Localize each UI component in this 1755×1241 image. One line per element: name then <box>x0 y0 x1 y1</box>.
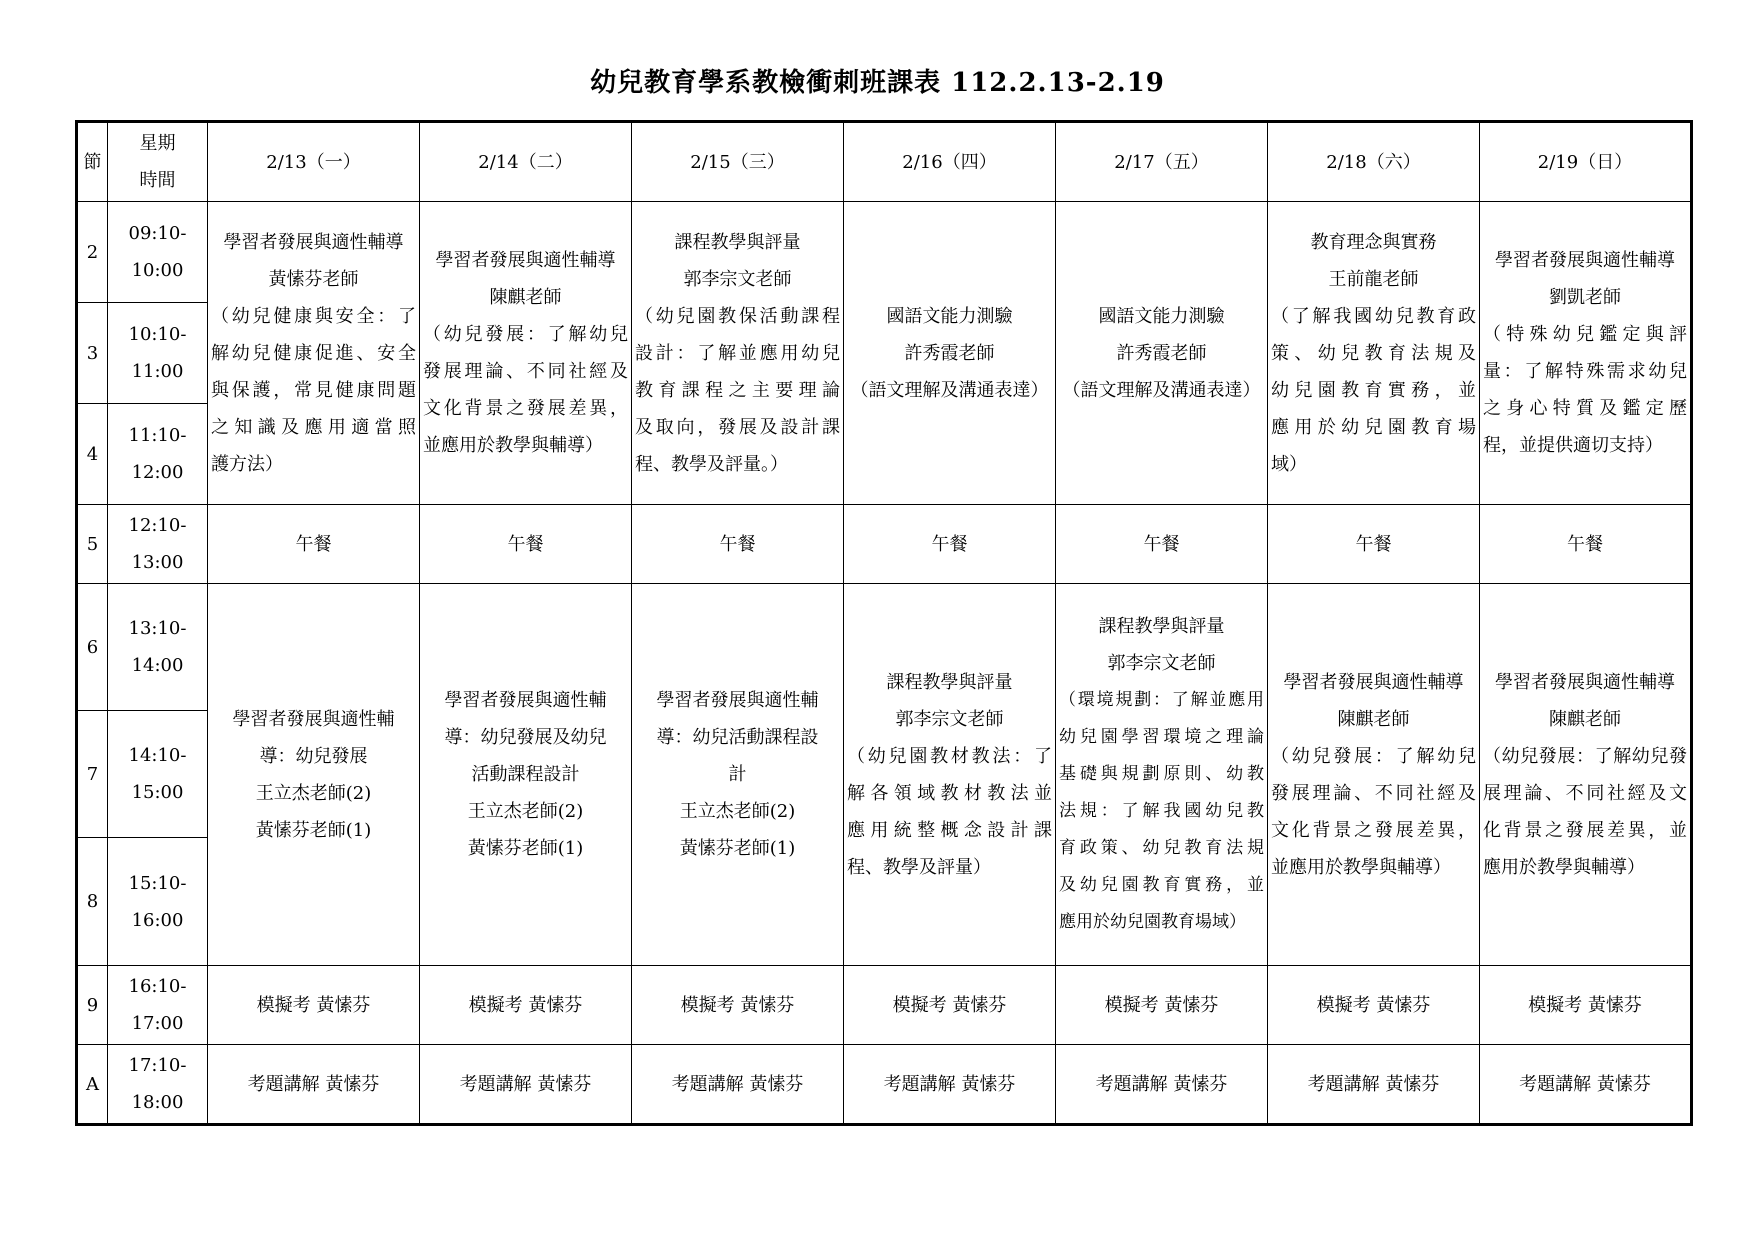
header-day: 2/14（二） <box>420 122 632 202</box>
course-description: 發展理論、不同社經及 <box>1271 782 1476 804</box>
header-weekday-time <box>108 122 208 202</box>
header-weekday-label: 星期 <box>139 133 176 154</box>
period-start: 16:10- <box>128 976 187 997</box>
course-description: 程、教學及評量） <box>847 856 991 878</box>
course-description: 幼兒園教育實務，並 <box>1271 379 1476 401</box>
review-cell: 考題講解 黃愫芬 <box>420 1045 632 1125</box>
header-day: 2/18（六） <box>1268 122 1480 202</box>
course-line: 王立杰老師(2) <box>679 801 796 822</box>
course-description: 與保護，常見健康問題 <box>211 379 416 401</box>
period-end: 15:00 <box>131 782 184 803</box>
course-description: 及取向，發展及設計課 <box>635 416 840 438</box>
course-line: 學習者發展與適性輔 <box>656 690 819 711</box>
period-time <box>108 303 208 404</box>
header-day: 2/16（四） <box>844 122 1056 202</box>
course-name: 國語文能力測驗 <box>886 305 1013 327</box>
period-start: 13:10- <box>128 618 187 639</box>
period-start: 14:10- <box>128 745 187 766</box>
course-description: 域） <box>1271 453 1307 475</box>
course-cell <box>208 202 420 505</box>
course-description: 並應用於教學與輔導） <box>423 435 603 456</box>
mock-exam-cell: 模擬考 黃愫芬 <box>844 966 1056 1045</box>
course-description: （環境規劃：了解並應用 <box>1059 690 1264 710</box>
course-line: 黃愫芬老師(1) <box>255 819 372 841</box>
period-end: 14:00 <box>131 655 184 676</box>
course-cell <box>1480 202 1692 505</box>
course-description: 量：了解特殊需求幼兒 <box>1483 361 1687 382</box>
course-description: （幼兒發展：了解幼兒 <box>1271 745 1476 767</box>
course-line: 王立杰老師(2) <box>255 782 372 804</box>
period-start: 12:10- <box>128 515 187 536</box>
course-description: 應用統整概念設計課 <box>847 819 1052 841</box>
period-time <box>108 584 208 711</box>
period-node: 7 <box>77 711 108 838</box>
course-description: 教育課程之主要理論 <box>635 379 840 401</box>
course-cell <box>844 202 1056 505</box>
course-description: 之知識及應用適當照 <box>211 416 416 438</box>
period-end: 16:00 <box>131 909 184 931</box>
period-end: 11:00 <box>131 361 184 382</box>
period-time <box>108 838 208 966</box>
period-end: 13:00 <box>131 552 184 573</box>
course-description: 護方法） <box>211 453 283 475</box>
page-title: 幼兒教育學系教檢衝刺班課表 112.2.13-2.19 <box>590 68 1165 98</box>
period-time <box>108 404 208 505</box>
review-cell: 考題講解 黃愫芬 <box>1480 1045 1692 1125</box>
course-cell <box>420 584 632 966</box>
course-description: 之身心特質及鑑定歷 <box>1483 398 1687 419</box>
lunch-cell: 午餐 <box>208 505 420 584</box>
course-name: 學習者發展與適性輔導 <box>1283 671 1464 693</box>
course-cell <box>632 584 844 966</box>
course-description: 幼兒園學習環境之理論 <box>1059 727 1264 747</box>
mock-exam-cell: 模擬考 黃愫芬 <box>208 966 420 1045</box>
course-description: （幼兒發展：了解幼兒 <box>423 324 628 345</box>
course-description: 文化背景之發展差異， <box>423 398 628 419</box>
period-start: 10:10- <box>128 324 187 345</box>
period-start: 15:10- <box>128 872 187 894</box>
period-node: 2 <box>77 202 108 303</box>
mock-exam-cell: 模擬考 黃愫芬 <box>632 966 844 1045</box>
lunch-cell: 午餐 <box>844 505 1056 584</box>
course-description: 及幼兒園教育實務，並 <box>1059 875 1264 895</box>
course-name: 學習者發展與適性輔導 <box>1495 671 1675 693</box>
course-description: 展理論、不同社經及文 <box>1483 782 1687 804</box>
lunch-cell: 午餐 <box>1480 505 1692 584</box>
course-description: 應用於幼兒園教育場 <box>1271 416 1476 438</box>
course-line: 黃愫芬老師(1) <box>679 838 796 859</box>
period-node: 4 <box>77 404 108 505</box>
course-line: 王立杰老師(2) <box>467 801 584 822</box>
course-name: 國語文能力測驗 <box>1098 305 1225 327</box>
review-cell: 考題講解 黃愫芬 <box>844 1045 1056 1125</box>
course-teacher: 陳麒老師 <box>1337 708 1410 730</box>
course-description: （幼兒園教保活動課程 <box>635 305 840 327</box>
course-description: 應用於幼兒園教育場域） <box>1059 912 1246 932</box>
course-description: （幼兒園教材教法：了 <box>847 745 1052 767</box>
header-day: 2/13（一） <box>208 122 420 202</box>
course-name: 課程教學與評量 <box>674 231 801 253</box>
period-time <box>108 711 208 838</box>
lunch-cell: 午餐 <box>420 505 632 584</box>
review-cell: 考題講解 黃愫芬 <box>208 1045 420 1125</box>
course-description: 程，並提供適切支持） <box>1483 435 1663 456</box>
course-description: 解幼兒健康促進、安全 <box>211 342 416 364</box>
header-day: 2/17（五） <box>1056 122 1268 202</box>
period-end: 12:00 <box>131 462 184 483</box>
course-cell <box>1056 202 1268 505</box>
course-line: 導：幼兒發展 <box>259 745 368 767</box>
course-description: 文化背景之發展差異， <box>1271 819 1476 841</box>
course-cell <box>632 202 844 505</box>
course-description: 基礎與規劃原則、幼教 <box>1059 764 1264 784</box>
course-teacher: 郭李宗文老師 <box>683 268 792 290</box>
course-line: 黃愫芬老師(1) <box>467 838 584 859</box>
course-cell <box>1268 202 1480 505</box>
schedule-table <box>75 120 1693 1126</box>
lunch-cell: 午餐 <box>1268 505 1480 584</box>
period-time <box>108 1045 208 1125</box>
header-day: 2/19（日） <box>1480 122 1692 202</box>
course-cell <box>420 202 632 505</box>
header-day: 2/15（三） <box>632 122 844 202</box>
course-teacher: 王前龍老師 <box>1328 268 1419 290</box>
course-cell <box>1056 584 1268 966</box>
mock-exam-cell: 模擬考 黃愫芬 <box>1480 966 1692 1045</box>
course-name: 學習者發展與適性輔導 <box>223 231 404 253</box>
course-description: 程、教學及評量。） <box>635 453 788 475</box>
course-description: 應用於教學與輔導） <box>1483 856 1645 878</box>
course-name: 學習者發展與適性輔導 <box>1495 250 1675 271</box>
period-node: 9 <box>77 966 108 1045</box>
period-end: 10:00 <box>131 260 184 281</box>
course-cell <box>844 584 1056 966</box>
course-teacher: 郭李宗文老師 <box>895 708 1004 730</box>
period-node: 8 <box>77 838 108 966</box>
course-teacher: 陳麒老師 <box>489 287 562 308</box>
course-name: 課程教學與評量 <box>886 671 1013 693</box>
course-description: （特殊幼兒鑑定與評 <box>1483 324 1687 345</box>
course-line: 導：幼兒發展及幼兒 <box>444 727 607 748</box>
period-time <box>108 505 208 584</box>
course-description: （語文理解及溝通表達） <box>1062 379 1261 401</box>
course-teacher: 郭李宗文老師 <box>1107 653 1216 674</box>
course-cell <box>1480 584 1692 966</box>
course-description: 設計：了解並應用幼兒 <box>635 342 840 364</box>
course-teacher: 黃愫芬老師 <box>268 268 359 290</box>
course-name: 課程教學與評量 <box>1098 616 1225 637</box>
course-line: 活動課程設計 <box>471 764 580 785</box>
course-description: 育政策、幼兒教育法規 <box>1059 838 1264 858</box>
period-time <box>108 202 208 303</box>
course-description: （了解我國幼兒教育政 <box>1271 305 1476 327</box>
period-node: 3 <box>77 303 108 404</box>
course-name: 學習者發展與適性輔導 <box>435 250 616 271</box>
course-cell <box>208 584 420 966</box>
period-node: A <box>77 1045 108 1125</box>
mock-exam-cell: 模擬考 黃愫芬 <box>1056 966 1268 1045</box>
course-line: 學習者發展與適性輔 <box>232 708 395 730</box>
course-description: 並應用於教學與輔導） <box>1271 856 1451 878</box>
lunch-cell: 午餐 <box>1056 505 1268 584</box>
course-line: 學習者發展與適性輔 <box>444 690 607 711</box>
course-description: 法規：了解我國幼兒教 <box>1059 801 1264 821</box>
review-cell: 考題講解 黃愫芬 <box>632 1045 844 1125</box>
review-cell: 考題講解 黃愫芬 <box>1268 1045 1480 1125</box>
period-start: 09:10- <box>128 223 187 244</box>
mock-exam-cell: 模擬考 黃愫芬 <box>420 966 632 1045</box>
course-line: 計 <box>728 764 747 785</box>
course-description: （語文理解及溝通表達） <box>850 379 1049 401</box>
period-end: 17:00 <box>131 1013 184 1034</box>
course-description: （幼兒健康與安全：了 <box>211 305 416 327</box>
period-node: 6 <box>77 584 108 711</box>
course-cell <box>1268 584 1480 966</box>
header-node: 節 <box>77 122 108 202</box>
course-teacher: 陳麒老師 <box>1549 708 1621 730</box>
review-cell: 考題講解 黃愫芬 <box>1056 1045 1268 1125</box>
course-teacher: 許秀霞老師 <box>1116 342 1207 364</box>
mock-exam-cell: 模擬考 黃愫芬 <box>1268 966 1480 1045</box>
course-description: （幼兒發展：了解幼兒發 <box>1483 745 1687 767</box>
course-teacher: 許秀霞老師 <box>904 342 995 364</box>
course-line: 導：幼兒活動課程設 <box>656 727 819 748</box>
course-description: 化背景之發展差異，並 <box>1483 819 1687 841</box>
period-start: 17:10- <box>128 1055 187 1076</box>
period-time <box>108 966 208 1045</box>
course-teacher: 劉凱老師 <box>1549 287 1621 308</box>
lunch-cell: 午餐 <box>632 505 844 584</box>
period-end: 18:00 <box>131 1092 184 1113</box>
header-time-label: 時間 <box>139 170 176 191</box>
period-node: 5 <box>77 505 108 584</box>
course-description: 解各領域教材教法並 <box>847 782 1052 804</box>
course-description: 策、幼兒教育法規及 <box>1271 342 1476 364</box>
period-start: 11:10- <box>128 425 187 446</box>
course-description: 發展理論、不同社經及 <box>423 361 628 382</box>
course-name: 教育理念與實務 <box>1310 231 1437 253</box>
